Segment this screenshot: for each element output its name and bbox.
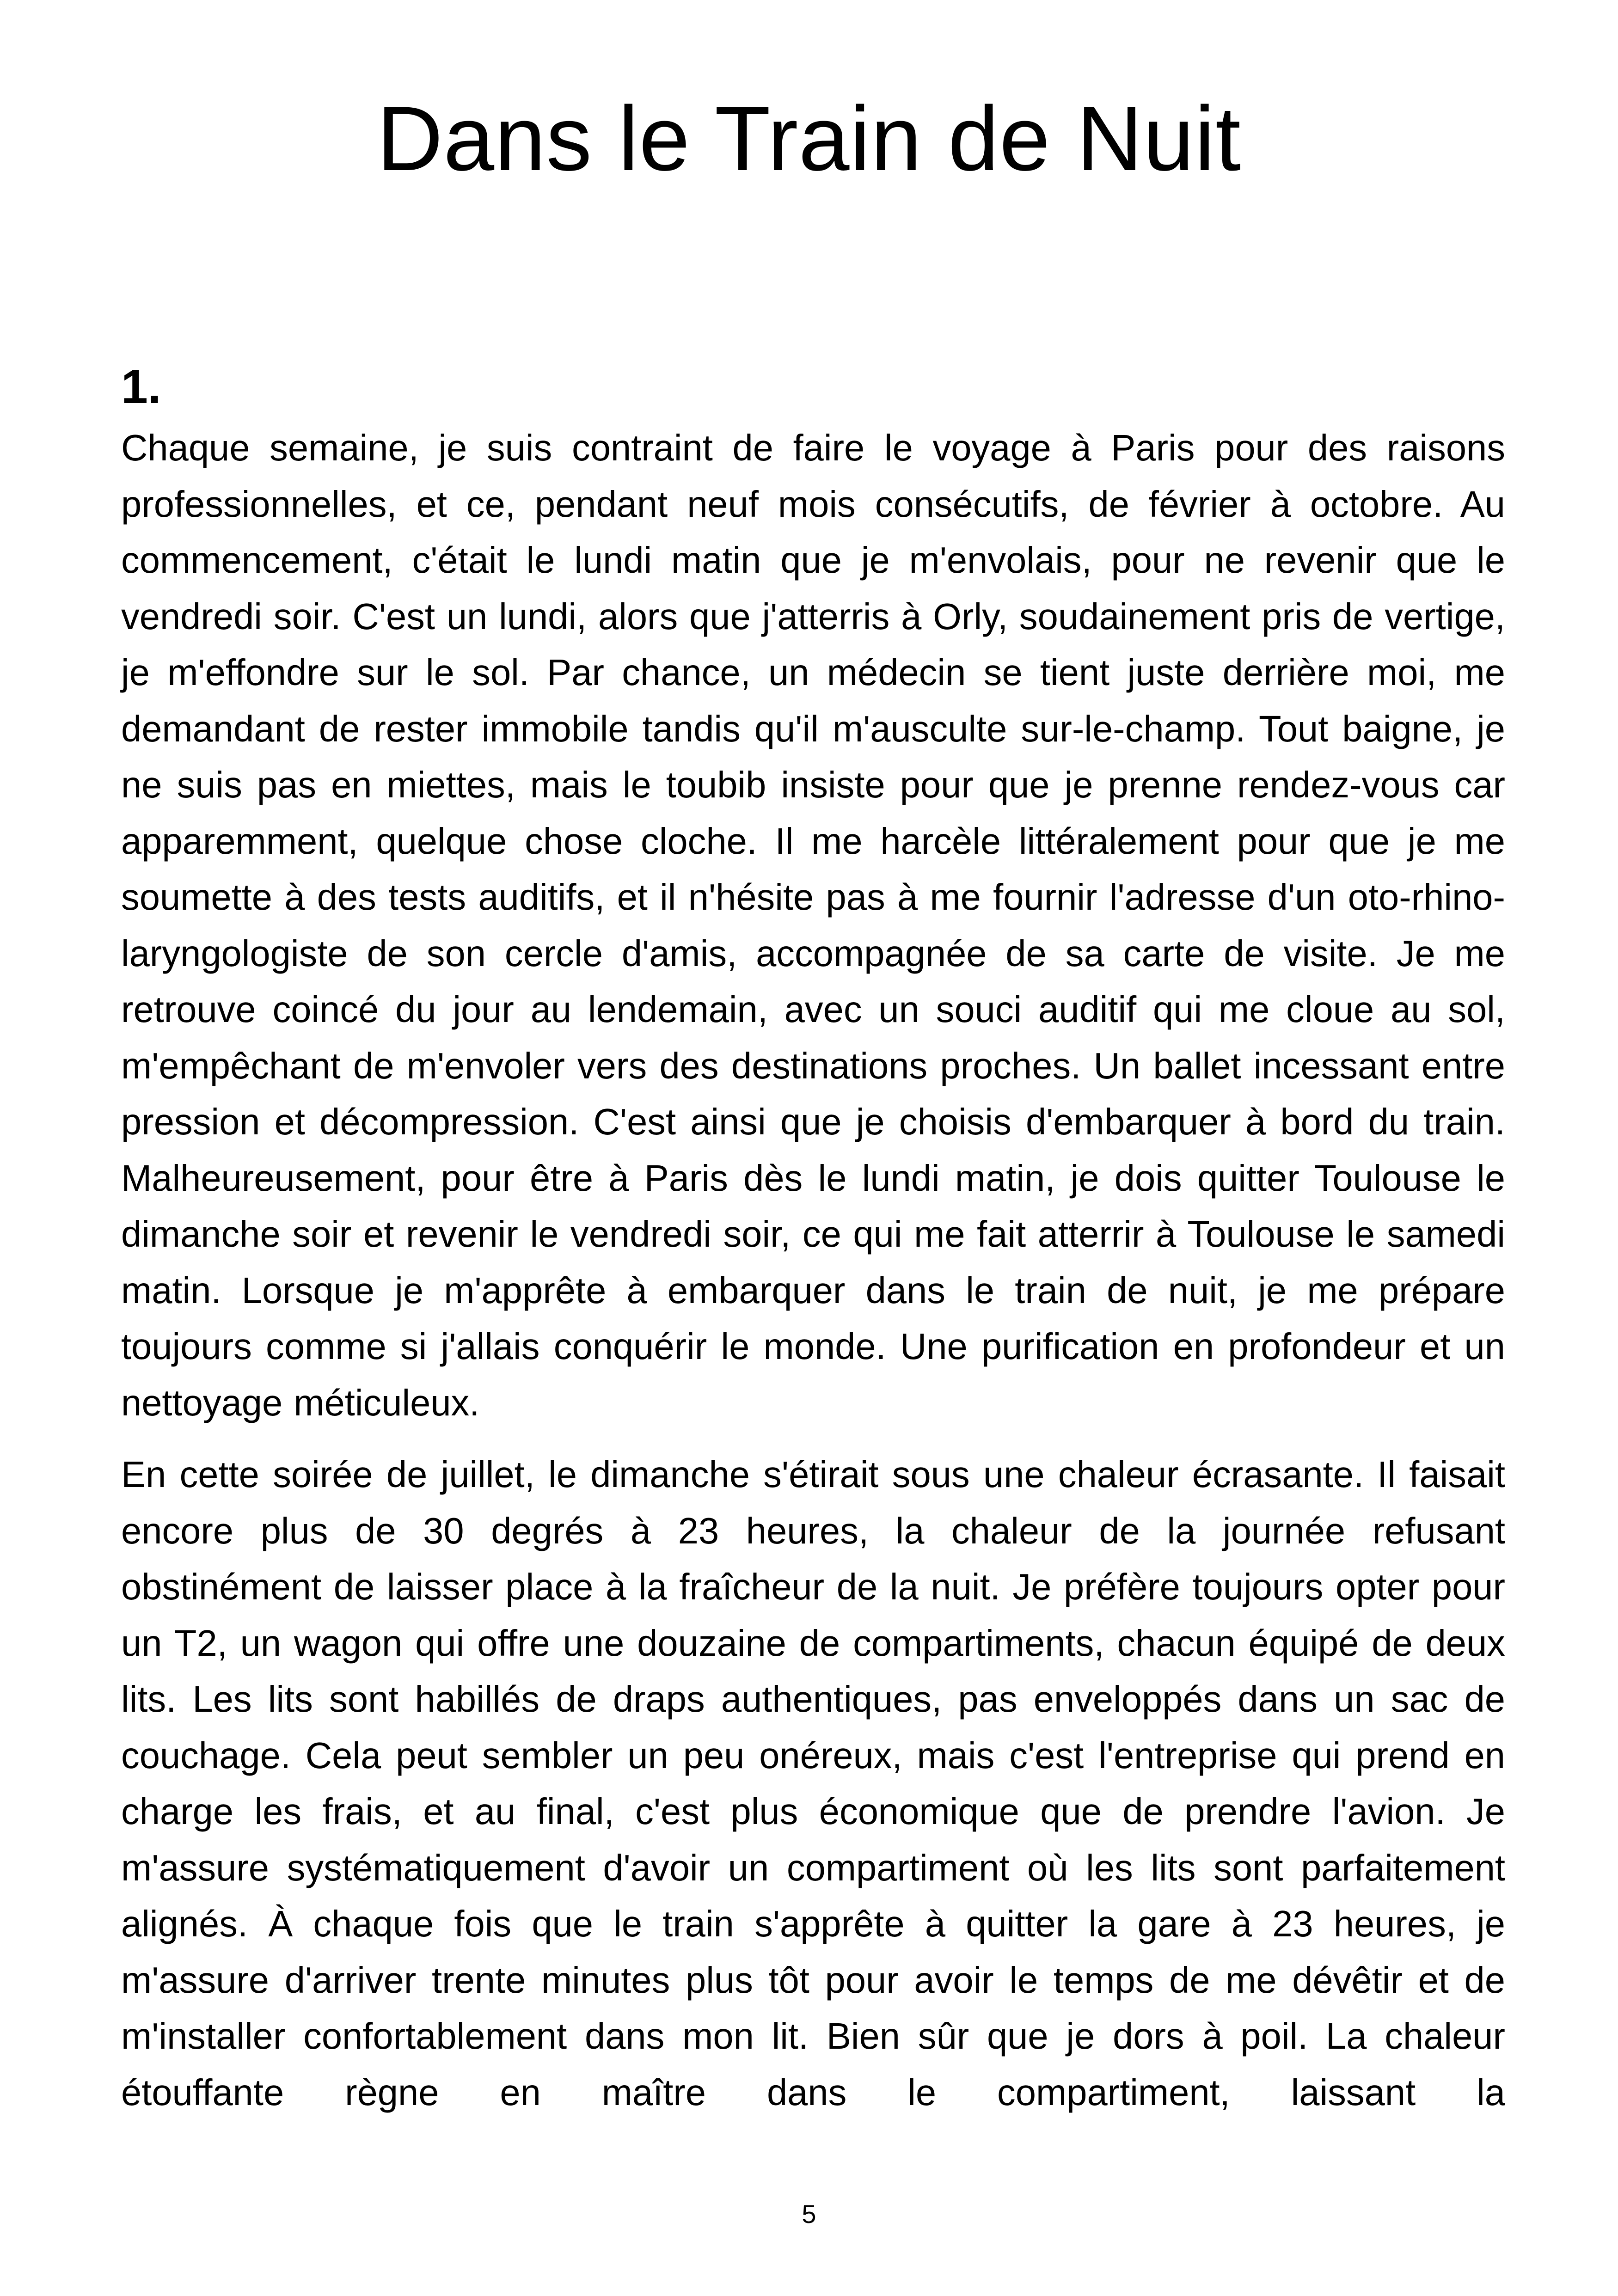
paragraph-1: Chaque semaine, je suis contraint de faire le voyage à Paris pour des raisons professionnelles, et ce, pendant neuf mois consécutifs, de février à octobre. Au commencement, c'était le lundi matin que je m'envolais, pour ne revenir que le vendredi soir. C'est un lundi, alors que j'atterris à Orly, soudainement pris de vertige, je m'effondre sur le sol. Par chance, un médecin se tient juste derrière moi, me demandant de rester immobile tandis qu'il m'ausculte sur-le-champ. Tout baigne, je ne suis pas en miettes, mais le toubib insiste pour que je prenne rendez-vous car apparemment, quelque chose cloche. Il me harcèle littéralement pour que je me soumette à des tests auditifs, et il n'hésite pas à me fournir l'adresse d'un oto-rhino-laryngologiste de son cercle d'amis, accompagnée de sa carte de visite. Je me retrouve coincé du jour au lendemain, avec un souci auditif qui me cloue au sol, m'empêchant de m'envoler vers des destinations proches. Un ballet incessant entre pression et décompression. C'est ainsi que je choisis d'embarquer à bord du train. Malheureusement, pour être à Paris dès le lundi matin, je dois quitter Toulouse le dimanche soir et revenir le vendredi soir, ce qui me fait atterrir à Toulouse le samedi matin. Lorsque je m'apprête à embarquer dans le train de nuit, je me prépare toujours comme si j'allais conquérir le monde. Une purification en profondeur et un nettoyage méticuleux. [121,427,1505,1423]
paragraph-2: En cette soirée de juillet, le dimanche s'étirait sous une chaleur écrasante. Il faisait encore plus de 30 degrés à 23 heures, la chaleur de la journée refusant obstinément de laisser place à la fraîcheur de la nuit. Je préfère toujours opter pour un T2, un wagon qui offre une douzaine de compartiments, chacun équipé de deux lits. Les lits sont habillés de draps authentiques, pas enveloppés dans un sac de couchage. Cela peut sembler un peu onéreux, mais c'est l'entreprise qui prend en charge les frais, et au final, c'est plus économique que de prendre l'avion. Je m'assure systématiquement d'avoir un compartiment où les lits sont parfaitement alignés. À chaque fois que le train s'apprête à quitter la gare à 23 heures, je m'assure d'arriver trente minutes plus tôt pour avoir le temps de me dévêtir et de m'installer confortablement dans mon lit. Bien sûr que je dors à poil. La chaleur étouffante règne en maître dans le compartiment, laissant la [121,1454,1505,2113]
page-number: 5 [802,2199,816,2229]
chapter-number: 1. [121,360,161,414]
body-text [121,420,1505,2120]
document-title: Dans le Train de Nuit [377,87,1241,190]
